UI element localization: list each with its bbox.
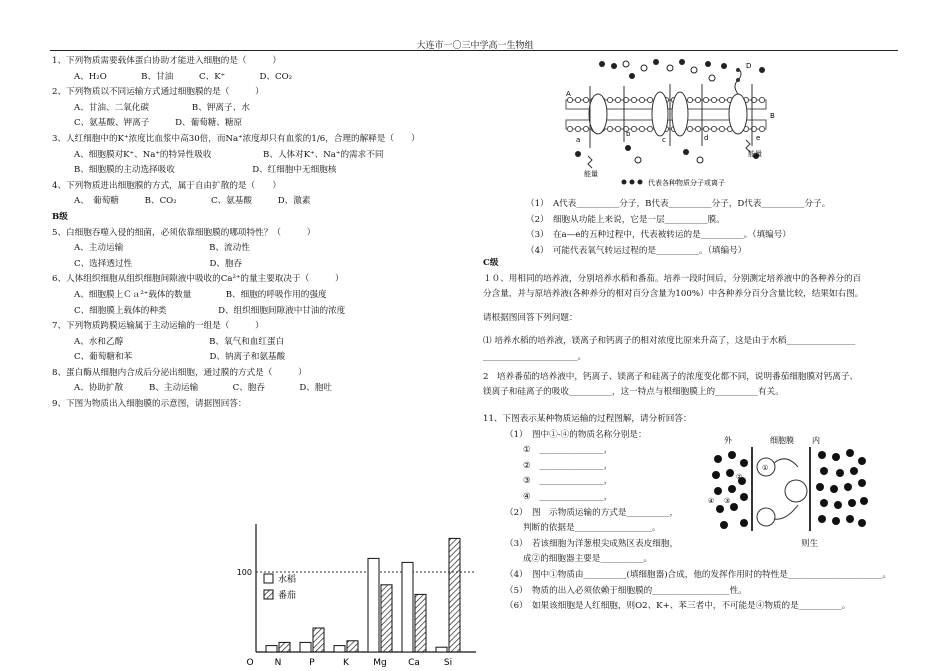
origin-label: O [246,658,254,668]
question-6-options-cd: C、细胞膜上载体的种类 D、组织细胞间隙液中甘油的浓度 [74,305,346,316]
question-10-line-2: 分含量，并与原培养液(各种养分的相对百分含量为100%）中各种养分百分含量比较，结果如右图。 [483,289,864,300]
bar-rice [266,646,277,652]
membrane-protein-channel-left [652,92,668,136]
energy-label-right: 能量 [748,150,762,158]
spacer [483,303,903,311]
marker-3: ③ [724,497,731,505]
molecule-dot [623,61,629,67]
lipid-head [583,126,588,131]
question-9: 9、下图为物质出入细胞膜的示意图，请据图回答： [52,399,247,410]
molecule-dot [850,467,858,475]
lipid-head [575,126,580,131]
carrier-circle [785,480,807,502]
molecule-dot [721,63,727,69]
molecule-dot [848,499,856,507]
question-5-options-ab: A、主动运输 B、流动性 [74,243,250,254]
molecule-dot [629,73,635,79]
question-8: 8、蛋白酶从细胞内合成后分泌出细胞，通过膜的方式是（ ） [52,367,307,378]
lipid-head [703,126,708,131]
question-7: 7、下列物质跨膜运输属于主动运输的一组是（ ） [52,321,264,332]
membrane-protein-right [729,94,747,134]
label-D: D [746,62,752,70]
question-7-options-ab: A、水和乙醇 B、氧气和血红蛋白 [74,336,285,347]
question-9-item-1: （1） A代表__________分子，B代表__________分子，D代表__________分子。 [526,199,831,209]
x-tick-label: K [343,658,349,668]
question-10-prompt: 请根据图回答下列问题： [483,312,578,323]
molecule-dot [705,61,711,67]
molecule-dot [720,521,728,529]
question-9-item-2: （2） 细胞从功能上来说，它是一层__________膜。 [526,214,725,225]
label-a: a [576,136,581,144]
lipid-head [615,126,620,131]
question-10-item-2b: 镁离子和硅离子的吸收__________，这一特点与根细胞膜上的__________有关。 [483,387,784,398]
question-11-blank-2: ② _______________， [523,460,613,471]
question-11: 11、下图表示某种物质运输的过程图解，请分析回答： [483,414,692,424]
molecule-dot [714,487,722,495]
molecule-dot [832,517,840,525]
lipid-head [687,97,692,102]
carrier-circle [757,508,775,526]
molecule-dot [740,459,748,467]
question-11-item-3a: （3） 若该细胞为洋葱根尖成熟区表皮细胞， 则生 [505,538,819,549]
legend-dot-icon [630,180,635,185]
molecule-dot [712,471,720,479]
question-11-blank-3: ③ _______________， [523,476,613,487]
question-6-options-ab: A、细胞膜上Ｃａ²⁺载体的数量 B、细胞的呼吸作用的强度 [74,289,327,300]
bar-rice [368,558,379,652]
molecule-dot [575,151,581,157]
lipid-head [703,97,708,102]
ion-uptake-bar-chart [226,520,488,668]
marker-2: ② [736,473,743,481]
question-3-options-ab: A、细胞膜对K⁺、Na⁺的特异性吸收 B、人体对K⁺、Na⁺的需求不同 [74,149,384,160]
marker-4: ④ [708,497,715,505]
lipid-head [567,97,572,102]
molecule-dot [728,485,736,493]
molecule-dot [759,67,765,73]
question-1: 1、下列物质需要载体蛋白协助才能进入细胞的是（ ） [52,56,281,66]
membrane-protein-channel-right [672,92,688,136]
molecule-dot [832,453,840,461]
legend-swatch-tomato [264,590,273,599]
label-B: B [770,112,775,120]
membrane-transport-figure [562,56,794,188]
bar-tomato [347,641,358,652]
molecule-dot [740,493,748,501]
molecule-dot [641,65,647,71]
level-b-heading: B级 [52,211,68,222]
molecule-dot [858,479,866,487]
label-d: d [704,134,709,142]
label-outside: 外 [724,436,732,445]
molecule-dot [846,449,854,457]
lipid-head [695,97,700,102]
x-tick-label: N [274,658,282,668]
molecule-dot [816,483,824,491]
question-10-item-1a: ⑴ 培养水稻的培养液，镁离子和钙离子的相对浓度比原来升高了，这是由于水稻________________ [483,336,856,347]
molecule-dot [740,519,748,527]
membrane-figure-caption: 代表各种物质分子或离子 [648,179,725,187]
glycoprotein-bead [736,78,740,82]
question-4: 4、下列物质进出细胞膜的方式，属于自由扩散的是（ ） [52,180,281,191]
molecule-dot [818,515,826,523]
question-5-options-cd: C、选择透过性 D、胞吞 [74,258,243,269]
lipid-head [639,126,644,131]
question-10-block [483,256,903,401]
lipid-head [695,126,700,131]
carrier-transport-figure [704,433,874,533]
question-11-blank-4: ④ _______________， [523,491,613,502]
molecule-dot [730,503,738,511]
lipid-head [647,97,652,102]
lipid-head [647,126,652,131]
molecule-dot [830,485,838,493]
question-9-item-4: （4） 可能代表氧气转运过程的是__________。（填编号） [526,245,747,256]
bar-tomato [313,628,324,652]
lipid-head [607,126,612,131]
question-2-options-cd: C、氨基酸、钾离子 D、葡萄糖、糖原 [74,118,243,129]
question-3: 3、人红细胞中的K⁺浓度比血浆中高30倍，而Na⁺浓度却只有血浆的1/6，合理的解释是（ ） [52,133,420,144]
lipid-head [719,126,724,131]
transport-arrow [774,459,798,467]
question-3-options-cd: B、细胞膜的主动选择吸收 D、红细胞中无细胞核 [74,165,337,176]
molecule-dot [683,149,689,155]
molecule-dot [844,483,852,491]
question-1-options: A、H₂O B、甘油 C、K⁺ D、CO₂ [74,71,293,82]
question-10-item-2a: 2 培养番茄的培养液中，钙离子、镁离子和硅离子的浓度变化都不同，说明番茄细胞膜对钙离子、 [483,371,859,382]
question-8-options: A、协助扩散 B、主动运输 C、胞吞 D、胞吐 [74,383,333,394]
molecule-dot [728,451,736,459]
legend-label-tomato: 番茄 [278,591,297,601]
molecule-dot [860,497,868,505]
legend-swatch-rice [264,574,273,583]
question-2-options-ab: A、甘油、二氧化碳 B、钾离子、水 [74,102,250,113]
question-9-items [526,197,906,259]
lipid-head [711,126,716,131]
question-4-options: A、 葡萄糖 B、CO₂ C、氨基酸 D、激素 [74,196,311,207]
question-11-item-4: （4） 图中①物质由__________(填细胞器)合成，他的发挥作用时的特性是______________________。 [505,569,891,580]
label-A: A [566,90,571,98]
question-7-options-cd: C、葡萄糖和苯 D、钠离子和氨基酸 [74,352,286,363]
molecule-dot [679,59,685,65]
label-b: b [626,130,631,138]
lipid-head [719,97,724,102]
molecule-dot [611,63,617,69]
question-2: 2、下列物质以不同运输方式通过细胞膜的是（ ） [52,87,264,98]
question-6: 6、人体组织细胞从组织细胞间隙液中吸收的Ca²⁺的量主要取决于（ ） [52,274,344,285]
lipid-head [631,97,636,102]
question-10-line-1: １０、用相同的培养液，分别培养水稻和番茄。培养一段时间后，分别测定培养液中的各种养分的百 [483,273,862,284]
molecule-dot [691,67,697,73]
molecule-dot [714,455,722,463]
molecule-dot [653,59,659,65]
molecule-dot [820,467,828,475]
x-tick-label: P [309,658,315,668]
molecule-dot [846,515,854,523]
x-tick-label: Mg [373,658,387,668]
bar-tomato [449,538,460,652]
molecule-dot [820,499,828,507]
page-header: 大连市一〇三中学高一生物组 [416,41,534,51]
lipid-head [567,126,572,131]
lipid-head [759,97,764,102]
question-11-item-5: （5） 物质的出入必须依赖于细胞膜的__________________性。 [505,585,747,596]
molecule-dot [635,157,641,163]
x-tick-label: Ca [408,658,420,668]
lipid-head [615,97,620,102]
molecule-dot [726,469,734,477]
transport-arrow [774,505,798,519]
legend-dot-icon [622,180,627,185]
bar-rice [402,562,413,652]
molecule-dot [836,469,844,477]
header-divider [50,50,898,51]
question-11-item-2a: （2） 图 示物质运输的方式是__________， [505,507,679,518]
legend-label-rice: 水稻 [278,575,297,585]
spacer [483,326,903,334]
label-cell-membrane: 细胞膜 [770,436,794,445]
y-tick-label: 100 [236,568,252,577]
molecule-dot [858,519,866,527]
glycoprotein-bead [736,68,740,72]
left-column [52,54,472,413]
question-9-item-3: （3） 在a—e的五种过程中，代表被转运的是__________。（填编号） [526,230,791,241]
question-11-item-3b: 成②的细胞器主要是__________。 [523,554,652,565]
energy-zigzag-icon [588,156,592,168]
lipid-head [575,97,580,102]
molecule-dot [625,145,631,151]
lipid-head [631,126,636,131]
legend-dot-icon [638,180,643,185]
bar-rice [300,642,311,652]
molecule-dot [667,65,673,71]
lipid-head [639,97,644,102]
lipid-head [687,126,692,131]
label-c: c [662,136,666,144]
question-5: 5、白细胞吞噬入侵的细菌，必须依靠细胞膜的哪项特性？（ ） [52,227,316,238]
bar-tomato [381,585,392,652]
molecule-dot [709,75,715,81]
lipid-head [607,97,612,102]
molecule-dot [697,157,703,163]
label-inside: 内 [812,436,820,445]
bar-rice [334,646,345,652]
bar-tomato [415,594,426,652]
question-10-item-1b: ______________________。 [483,351,587,362]
bar-rice [436,647,447,652]
question-11-item-2b: 判断的依据是__________________。 [523,523,661,534]
lipid-head [759,126,764,131]
molecule-dot [599,61,605,67]
bar-tomato [279,642,290,652]
x-tick-label: Si [443,658,453,668]
energy-label-left: 能量 [584,170,598,178]
molecule-dot [818,451,826,459]
molecule-dot [834,501,842,509]
lipid-head [583,97,588,102]
label-e: e [756,134,761,142]
molecule-dot [858,457,866,465]
marker-1: ① [762,464,769,472]
question-11-item-6: （6） 如果该细胞是人红细胞，则O2、K+、苯三者中，不可能是④物质的是__________。 [505,601,851,612]
question-11-item-1: （1） 图中①-④的物质名称分别是： [505,429,647,440]
question-11-blank-1: ① _______________， [523,445,613,456]
lipid-head [711,97,716,102]
molecule-dot [716,505,724,513]
level-c-heading: C级 [483,258,499,268]
membrane-protein-left [589,94,607,134]
